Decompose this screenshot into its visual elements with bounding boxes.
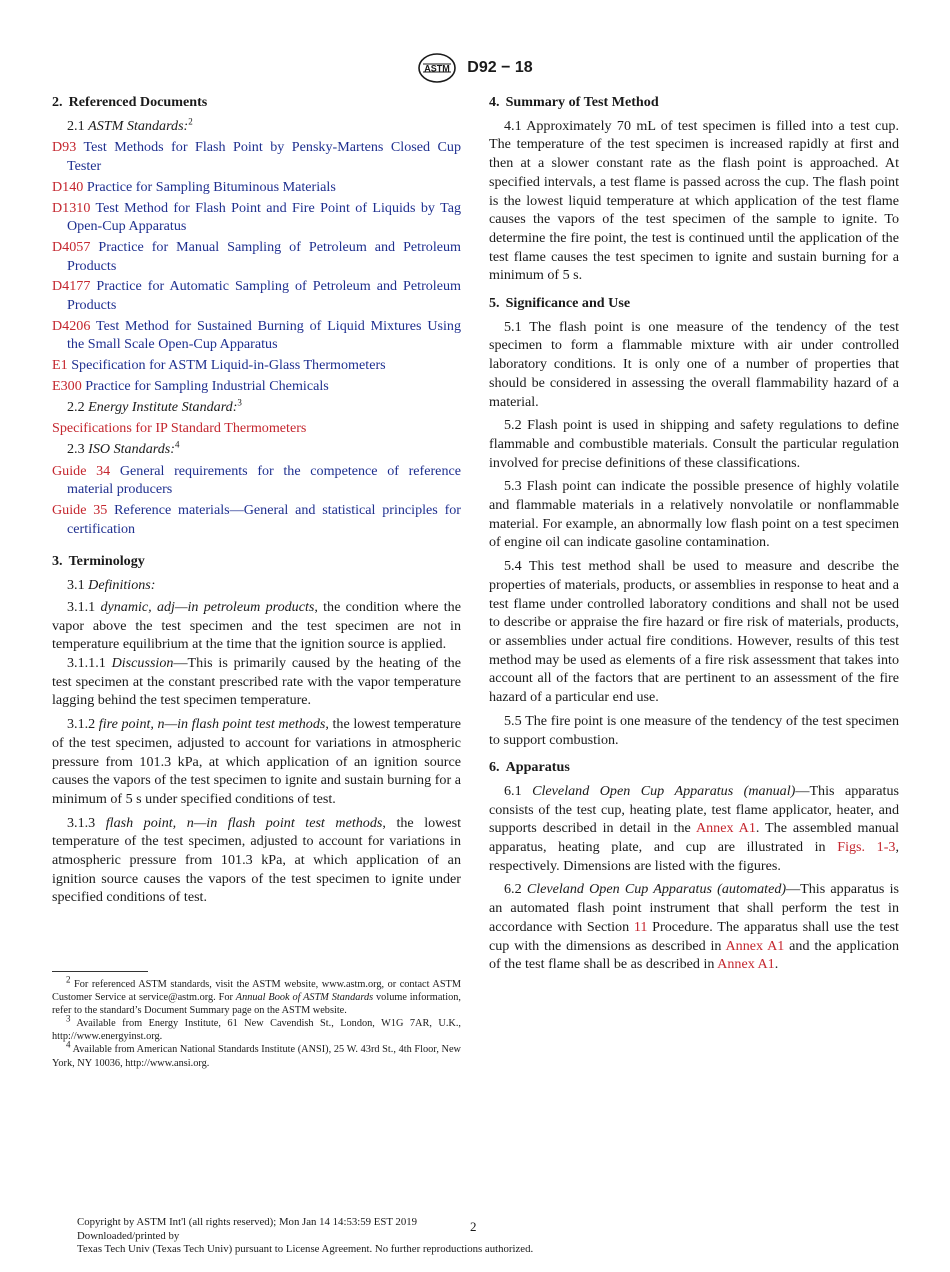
footnote-rule [52,971,148,972]
subsection-3-1: 3.1 Definitions: [67,577,156,594]
page-header [0,52,950,86]
footnote-4: $^4$ Available from American National Standards Institute (ANSI), 25 W. 43rd St., 4th Floor, New York, NY 10036, http://www.ansi.org. [52,1040,461,1069]
section-4-heading: 4. Summary of Test Method [489,94,659,110]
ref-ip-thermometers[interactable]: Specifications for IP Standard Thermometers [52,420,307,437]
footnote-2: $^2$ For referenced ASTM standards, visit the ASTM website, www.astm.org, or contact ASTM Customer Service at service@astm.org. For Annual Book of ASTM Standards volume information, refer to the standard’s Document Summary page on the ASTM website. [52,974,461,1017]
subsection-2-2: 2.2 Energy Institute Standard:$^3$ [67,396,242,415]
page-footer [77,1216,617,1257]
figs-1-3-link[interactable]: Figs. 1-3 [837,839,896,856]
logo-text: ASTM [424,63,451,74]
paragraph-5-4: 5.4 This test method shall be used to measure and describe the properties of materials, products, or assemblies in response to heat and a test flame under controlled laboratory conditions and shall not be used to describe or appraise the fire hazard or fire risk of materials, products, or assemblies under actual fire conditions. However, results of this test method may be used as elements of a fire risk assessment that takes into account all of the factors that are pertinent to an assessment of the fire hazard of a particular end use. [489,558,899,706]
left-column [52,93,461,912]
ref-d4206[interactable]: D4206 Test Method for Sustained Burning of Liquid Mixtures Using the Small Scale Open-Cup Apparatus [52,317,461,353]
definition-3-1-3: 3.1.3 flash point, n—in flash point test methods, the lowest temperature of the test specimen, adjusted to account for variations in atmospheric pressure from 101.3 kPa, at which application of an ignition source causes the vapors of the test specimen to ignite under specified conditions of test. [52,814,461,906]
page-number: 2 [470,1219,477,1234]
discussion-3-1-1-1: 3.1.1.1 Discussion—This is primarily caused by the heating of the test specimen at the constant prescribed rate with the vapor temperature lagging behind the test specimen temperature. [52,654,461,709]
paragraph-6-2: 6.2 Cleveland Open Cup Apparatus (automated)—This apparatus is an automated flash point instrument that shall perform the test in accordance with Section 11 Procedure. The apparatus shall use the test cup with the dimensions as described in Annex A1 and the application of the test flame shall be as described in Annex A1. [489,881,899,973]
ref-d4057[interactable]: D4057 Practice for Manual Sampling of Petroleum and Petroleum Products [52,238,462,274]
section-6-heading: 6. Apparatus [489,759,570,776]
subsection-2-3: 2.3 ISO Standards:$^4$ [67,439,180,457]
right-column [489,93,899,979]
definition-3-1-2: 3.1.2 fire point, n—in flash point test methods, the lowest temperature of the test specimen, adjusted to account for variations in atmospheric pressure from 101.3 kPa, at which application of an ignition source causes the vapors of the test specimen to ignite and sustain burning for a minimum of 5 s under specified conditions of test. [52,716,462,807]
annex-a1-link[interactable]: Annex A1 [725,937,785,954]
section-3-heading: 3. Terminology [52,553,145,570]
section-2-heading: 2. Referenced Documents [52,94,208,110]
ref-e1[interactable]: E1 Specification for ASTM Liquid-in-Glass Thermometers [52,357,386,374]
subsection-2-1: 2.1 ASTM Standards:$^2$ [67,116,193,134]
designation: D92 − 18 [467,59,533,76]
footer-copyright: Copyright by ASTM Int'l (all rights reserved); Mon Jan 14 14:53:59 EST 2019 [77,1216,418,1228]
paragraph-5-5: 5.5 The fire point is one measure of the tendency of the test specimen to support combustion. [489,712,899,748]
ref-d140[interactable]: D140 Practice for Sampling Bituminous Materials [52,178,336,195]
ref-d4177[interactable]: D4177 Practice for Automatic Sampling of Petroleum and Petroleum Products [52,278,461,314]
footer-downloaded: Downloaded/printed by [77,1229,180,1242]
ref-guide-35[interactable]: Guide 35 Reference materials—General and statistical principles for certification [52,502,461,537]
paragraph-4-1: 4.1 Approximately 70 mL of test specimen is filled into a test cup. The temperature of the test specimen is increased rapidly at first and then at a slower constant rate as the flash point is approached. At specified intervals, a test flame is passed across the cup. The flash point is the lowest liquid temperature at which application of the test flame causes the vapors of the test specimen of the sample to ignite. To determine the fire point, the test is continued until the application of the test flame causes the test specimen to ignite and sustain burning for a minimum of 5 s. [489,117,899,284]
astm-logo-icon [417,52,457,84]
ref-d1310[interactable]: D1310 Test Method for Flash Point and Fire Point of Liquids by Tag Open-Cup Apparatus [52,199,461,235]
ref-guide-34[interactable]: Guide 34 General requirements for the competence of reference material producers [52,462,461,498]
ref-e300[interactable]: E300 Practice for Sampling Industrial Chemicals [52,377,329,394]
paragraph-6-1: 6.1 Cleveland Open Cup Apparatus (manual)—This apparatus consists of the test cup, heating plate, test flame applicator, heater, and supports described in detail in the Annex A1. The assembled manual apparatus, heating plate, and cup are illustrated in Figs. 1-3, respectively. Dimensions are listed with the figures. [489,782,899,874]
footnotes [52,974,461,1070]
definition-3-1-1: 3.1.1 dynamic, adj—in petroleum products, the condition where the vapor above the test specimen and the test specimen are not in temperature equilibrium at the time that the ignition source is applied. [52,598,461,653]
annex-a1-link[interactable]: Annex A1 [717,956,775,973]
ref-d93[interactable]: D93 Test Methods for Flash Point by Pensky-Martens Closed Cup Tester [52,139,461,175]
section-11-link[interactable]: 11 [633,918,648,935]
paragraph-5-1: 5.1 The flash point is one measure of the tendency of the test specimen to form a flammable mixture with air under controlled laboratory conditions. It is only one of a number of properties that should be considered in assessing the overall flammability hazard of a material. [489,318,899,410]
footer-license: Texas Tech Univ (Texas Tech Univ) pursuant to License Agreement. No further reproductions authorized. [77,1243,534,1256]
paragraph-5-3: 5.3 Flash point can indicate the possible presence of highly volatile and flammable materials in a relatively nonvolatile or nonflammable material. For example, an abnormally low flash point on a test specimen of engine oil can indicate gasoline contamination. [489,478,899,551]
annex-a1-link[interactable]: Annex A1 [695,820,756,837]
paragraph-5-2: 5.2 Flash point is used in shipping and safety regulations to define flammable and combustible materials. Consult the particular regulation involved for precise definitions of these classifications. [489,417,899,471]
section-5-heading: 5. Significance and Use [489,295,631,312]
footnote-3: $^3$ Available from Energy Institute, 61 New Cavendish St., London, W1G 7AR, U.K., http://www.energyinst.org. [52,1013,461,1043]
